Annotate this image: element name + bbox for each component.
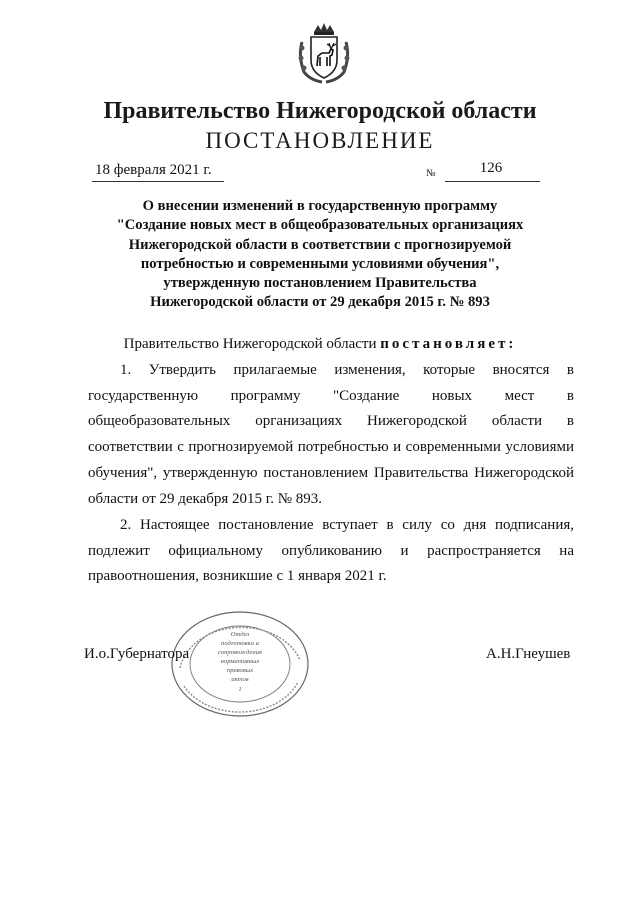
number-sign: № [426, 168, 436, 179]
subject-line: Нижегородской области в соответствии с прогнозируемой [128, 236, 512, 253]
preamble-prefix: Правительство Нижегородской области [123, 336, 377, 352]
subject-line: Нижегородской области от 29 декабря 2015 г. № 893 [150, 294, 490, 311]
stamp-text: правовых [226, 667, 254, 674]
document-subject [90, 197, 550, 313]
subject-line: потребностью и современными условиями обучения", [140, 255, 500, 272]
stamp-text: сопровождения [218, 649, 262, 656]
official-stamp [168, 608, 312, 720]
document-number: 126 [479, 160, 503, 176]
organization-title: Правительство Нижегородской области [103, 98, 537, 124]
document-date: 18 февраля 2021 г. [95, 162, 212, 178]
subject-line: "Создание новых мест в общеобразовательных организациях [116, 217, 524, 234]
stamp-text: Отдел [230, 631, 250, 638]
coat-of-arms-emblem [296, 22, 352, 86]
stamp-text: подготовки и [221, 640, 259, 647]
document-type-title: ПОСТАНОВЛЕНИЕ [205, 128, 435, 153]
number-underline [445, 181, 540, 182]
date-underline [92, 181, 224, 182]
paragraph-1: 1. Утвердить прилагаемые изменения, которые вносятся в государственную программу "Создание новых мест в общеобразовательных организациях Нижегородской области в соответствии с прогнозируемой потребностью и современными условиями обучения", утвержденную постановлением Правительства Нижегородской области от 29 декабря 2015 г. № 893. [88, 362, 574, 507]
stamp-text: нормативных [220, 658, 260, 665]
preamble [0, 332, 640, 358]
signatory-position: И.о.Губернатора [84, 646, 190, 662]
preamble-decree-word: постановляет: [380, 336, 517, 352]
signatory-name: А.Н.Гнеушев [486, 646, 571, 662]
subject-line: утвержденную постановлением Правительства [163, 275, 477, 292]
stamp-text: 1 [238, 686, 242, 693]
paragraph-2: 2. Настоящее постановление вступает в силу со дня подписания, подлежит официальному опубликованию и распространяется на правоотношения, возникшие с 1 января 2021 г. [88, 517, 574, 585]
stamp-text: актов [231, 676, 249, 683]
subject-line: О внесении изменений в государственную программу [142, 198, 498, 214]
